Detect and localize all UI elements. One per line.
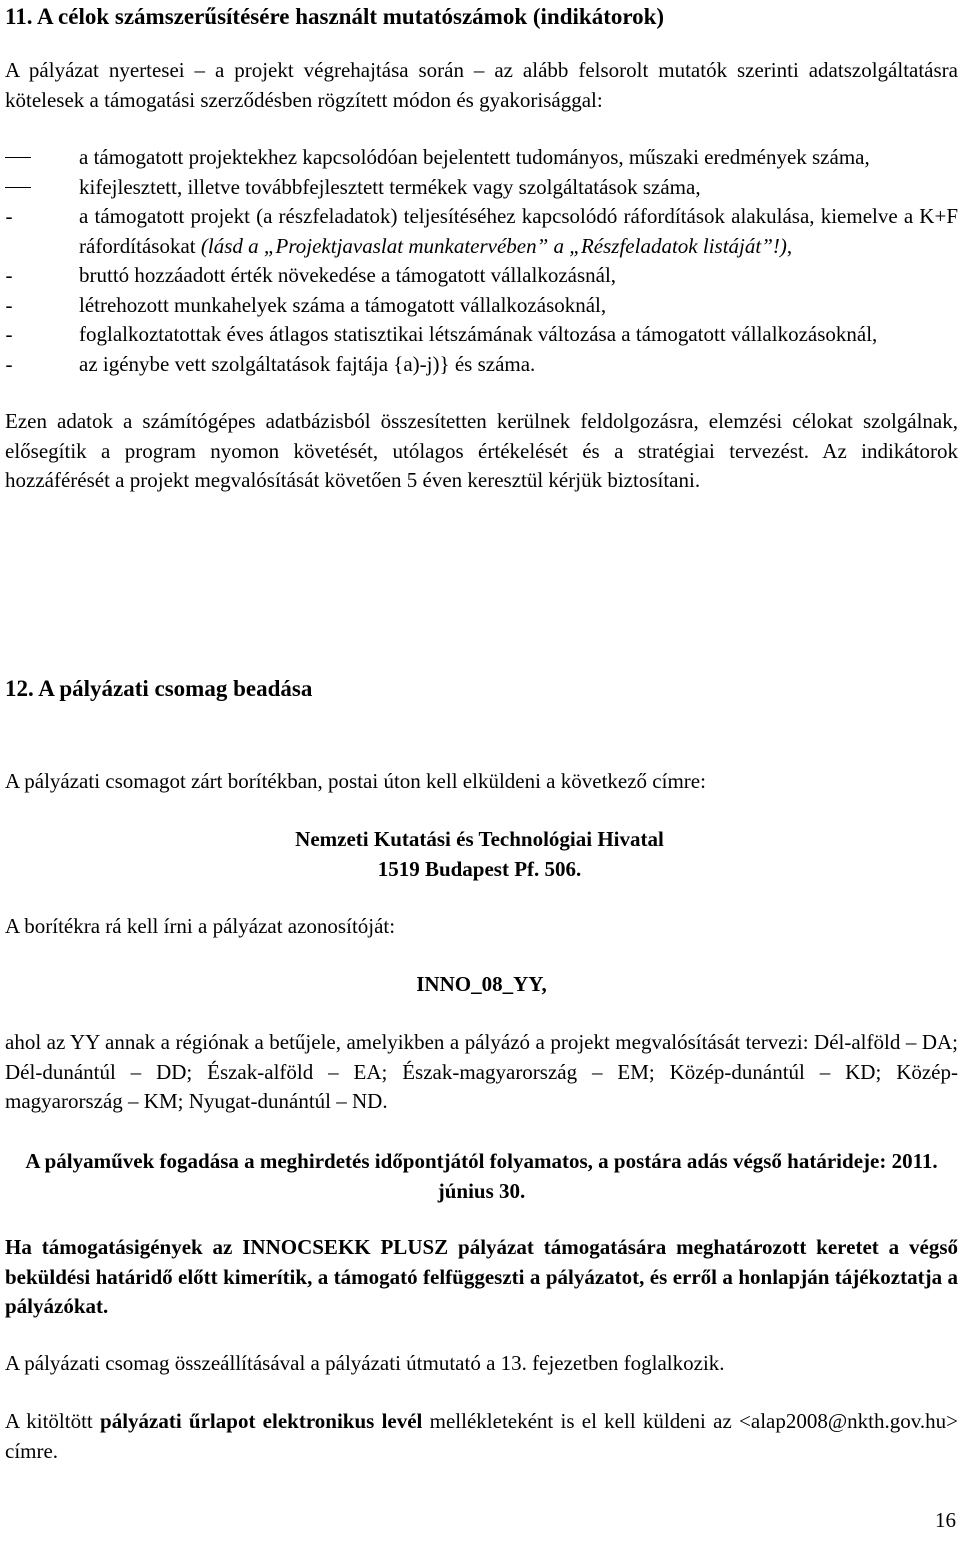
electronic-submission bbox=[5, 1407, 958, 1466]
region-codes bbox=[5, 1028, 958, 1117]
hyphen-bullet-icon: - bbox=[5, 351, 13, 376]
indicator-text: a támogatott projekt (a részfeladatok) teljesítéséhez kapcsolódó ráfordítások alakulása, kiemelve a K+F ráfordításokat bbox=[79, 204, 958, 258]
indicator-item bbox=[5, 350, 958, 380]
section-11-heading: 11. A célok számszerűsítésére használt mutatószámok (indikátorok) bbox=[5, 4, 665, 29]
dash-bullet-icon bbox=[5, 173, 79, 203]
electronic-text-bold: pályázati űrlapot elektronikus levél bbox=[100, 1409, 423, 1433]
address-line-1: Nemzeti Kutatási és Technológiai Hivatal bbox=[295, 827, 664, 851]
indicator-punct: , bbox=[786, 233, 793, 258]
section-11-intro: A pályázat nyertesei – a projekt végrehajtása során – az alább felsorolt mutatók szerinti adatszolgáltatásra kötelesek a támogatási szerződésben rögzített módon és gyakorisággal: bbox=[5, 58, 958, 112]
budget-notice bbox=[5, 1233, 958, 1322]
submission-paragraph: A pályázati csomagot zárt borítékban, postai úton kell elküldeni a következő címre: bbox=[5, 769, 706, 793]
dash-bullet-icon bbox=[5, 143, 79, 173]
identifier-text: INNO_08_YY, bbox=[416, 972, 547, 996]
identifier-code bbox=[5, 970, 958, 1000]
indicator-item bbox=[5, 291, 958, 321]
indicator-text: kifejlesztett, illetve továbbfejlesztett termékek vagy szolgáltatások száma, bbox=[79, 174, 701, 199]
address-block bbox=[3, 825, 956, 884]
section-12-body bbox=[5, 767, 958, 797]
deadline-notice bbox=[5, 1147, 958, 1206]
indicator-item bbox=[5, 261, 958, 291]
hyphen-bullet-icon: - bbox=[5, 204, 13, 228]
indicator-item bbox=[5, 202, 958, 261]
electronic-submission-text bbox=[5, 1407, 958, 1466]
page-number: 16 bbox=[935, 1508, 956, 1532]
envelope-instruction bbox=[5, 912, 958, 942]
indicator-text: a támogatott projektekhez kapcsolódóan bejelentett tudományos, műszaki eredmények száma, bbox=[79, 145, 870, 169]
indicator-item bbox=[5, 320, 958, 350]
indicator-text: bruttó hozzáadott érték növekedése a támogatott vállalkozásnál, bbox=[79, 263, 617, 287]
electronic-text-a: A kitöltött bbox=[5, 1409, 93, 1433]
section-11-body bbox=[5, 56, 958, 496]
envelope-paragraph: A borítékra rá kell írni a pályázat azonosítóját: bbox=[5, 914, 396, 938]
budget-notice-text: Ha támogatásigények az INNOCSEKK PLUSZ pályázat támogatására meghatározott keretet a végső beküldési határidő előtt kimerítik, a támogató felfüggeszti a pályázatot, és erről a honlapján tájékoztatja a pályázókat. bbox=[5, 1235, 958, 1318]
guide-reference-text: A pályázati csomag összeállításával a pályázati útmutató a 13. fejezetben foglalkozik. bbox=[5, 1351, 725, 1375]
indicator-item bbox=[5, 173, 958, 203]
guide-reference bbox=[5, 1349, 958, 1379]
address-line-2: 1519 Budapest Pf. 506. bbox=[377, 856, 582, 881]
deadline-text: A pályaművek fogadása a meghirdetés időpontjától folyamatos, a postára adás végső határideje: 2011. június 30. bbox=[25, 1149, 938, 1203]
indicator-text: létrehozott munkahelyek száma a támogatott vállalkozásoknál, bbox=[79, 292, 607, 317]
indicator-text: az igénybe vett szolgáltatások fajtája {a)-j)} és száma. bbox=[79, 351, 536, 376]
hyphen-bullet-icon: - bbox=[5, 322, 13, 346]
section-12-heading: 12. A pályázati csomag beadása bbox=[5, 676, 313, 701]
indicator-item bbox=[5, 143, 958, 173]
section-11-paragraph: Ezen adatok a számítógépes adatbázisból összesítetten kerülnek feldolgozásra, elemzési célokat szolgálnak, elősegítik a program nyomon követését, utólagos értékelését és a stratégiai tervezést. Az indikátorok hozzáférését a projekt megvalósítását követően 5 éven keresztül kérjük biztosítani. bbox=[5, 409, 958, 492]
indicator-list bbox=[5, 143, 958, 379]
electronic-text-b: mellékleteként is el kell küldeni az <alap2008@nkth.gov.hu> címre. bbox=[5, 1409, 958, 1463]
section-12 bbox=[5, 674, 958, 704]
indicator-text: foglalkoztatottak éves átlagos statisztikai létszámának változása a támogatott vállalkozásoknál, bbox=[79, 322, 878, 346]
indicator-reference: (lásd a „Projektjavaslat munkatervében” a „Részfeladatok listáját”!) bbox=[200, 233, 787, 258]
hyphen-bullet-icon: - bbox=[5, 292, 13, 317]
region-codes-paragraph: ahol az YY annak a régiónak a betűjele, amelyikben a pályázó a projekt megvalósítását tervezi: Dél-alföld – DA; Dél-dunántúl – DD; Észak-alföld – EA; Észak-magyarország – EM; Közép-dunántúl – KD; Közép-magyarország – KM; Nyugat-dunántúl – ND. bbox=[5, 1030, 958, 1113]
hyphen-bullet-icon: - bbox=[5, 263, 13, 287]
